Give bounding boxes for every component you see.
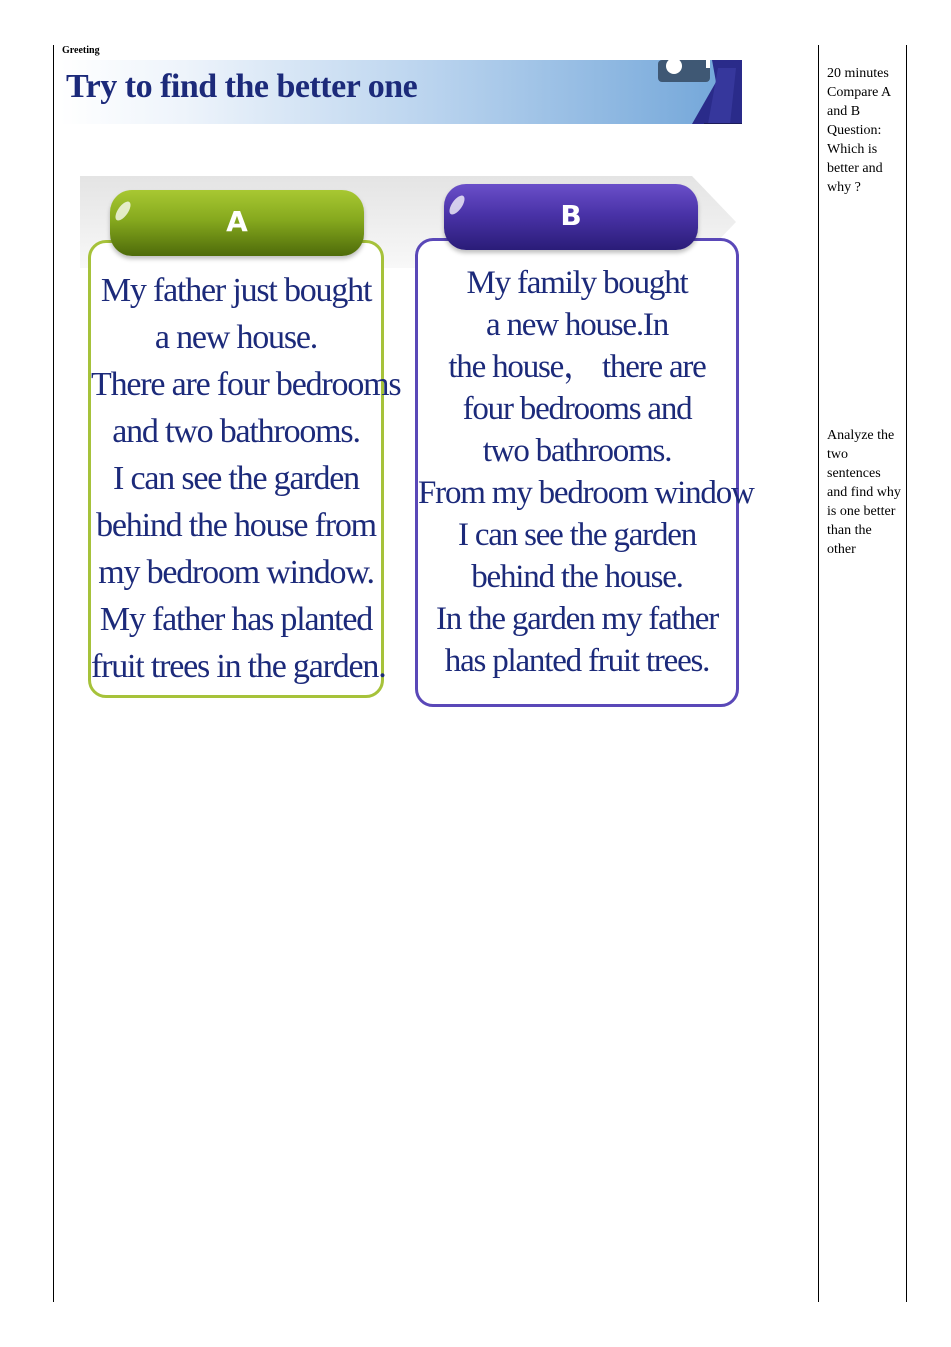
slide-title: Try to find the better one [66,68,418,105]
badge-shine-icon [113,199,134,223]
section-label: Greeting [62,45,100,56]
option-b-line: I can see the garden [457,517,697,553]
option-b-line: From my bedroom window [418,475,754,511]
option-a-line: behind the house from [96,507,376,544]
slide-title-banner [60,60,742,124]
option-b-line: the house， there are [448,349,706,385]
table-border-left [53,45,54,1302]
option-b-label: B [560,199,582,232]
option-b-badge [444,184,698,250]
table-border-right [906,45,907,1302]
option-b-text [418,262,754,682]
option-b-line: behind the house. [471,559,683,595]
option-b-line: a new house.In [485,307,669,343]
option-a-badge [110,190,364,256]
banner-decoration-icon [656,60,742,124]
table-border-middle [818,45,819,1302]
option-a-label: A [226,205,248,238]
option-a-line: fruit trees in the garden. [91,648,386,685]
option-b-line: My family bought [466,265,688,301]
option-a-line: My father just bought [100,272,372,309]
option-a-card [88,240,401,698]
badge-shine-icon [447,193,468,217]
task-note: Analyze the two sentences and find why is one better than the other [827,428,901,557]
option-b-line: has planted fruit trees. [444,643,710,679]
timing-note: 20 minutes Compare A and B Question: Which is better and why ? [827,66,891,195]
option-b-line: two bathrooms. [482,433,672,469]
option-a-text [91,267,401,690]
option-a-line: There are four bedrooms [91,366,401,403]
option-a-line: my bedroom window. [98,554,374,591]
slide-image [60,58,754,718]
option-b-card [415,238,754,707]
option-a-line: a new house. [154,319,318,356]
option-b-line: In the garden my father [435,601,719,637]
option-a-line: I can see the garden [113,460,359,497]
option-a-line: and two bathrooms. [112,413,360,450]
option-b-line: four bedrooms and [462,391,692,427]
option-a-line: My father has planted [99,601,373,638]
